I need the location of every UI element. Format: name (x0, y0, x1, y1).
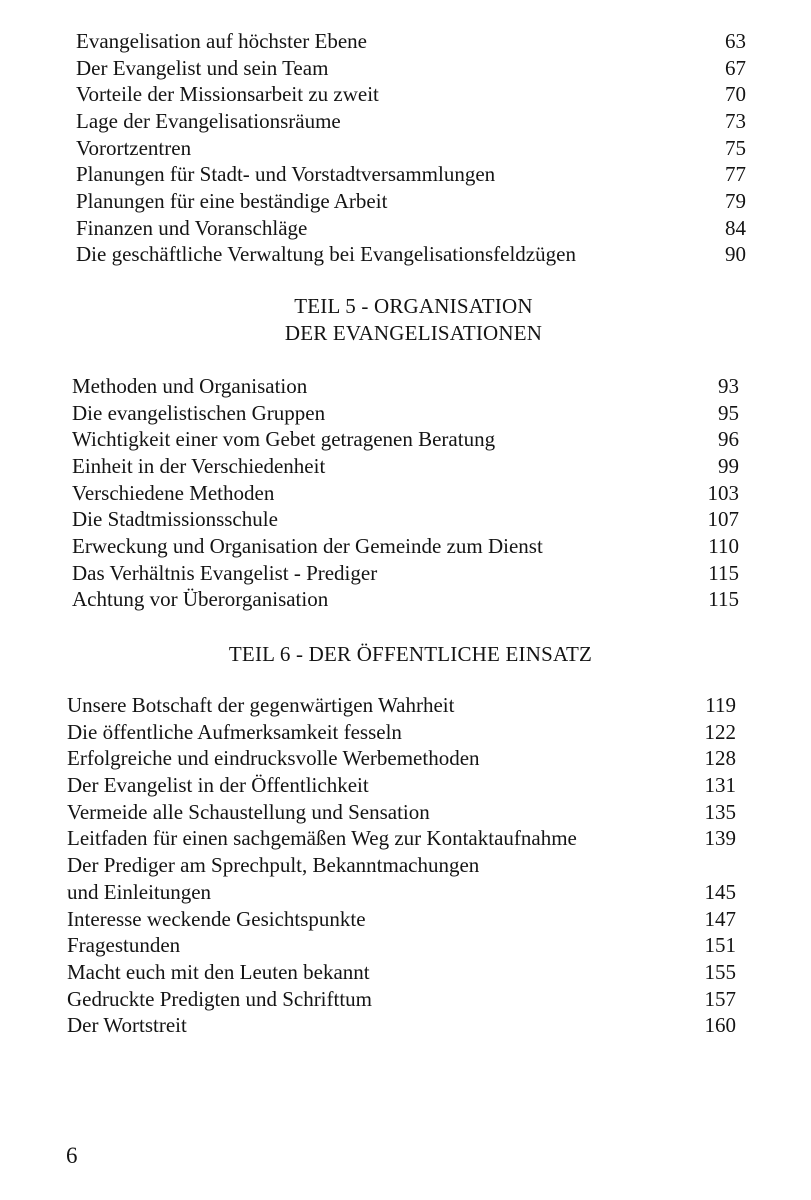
toc-entry-title: Einheit in der Verschiedenheit (72, 454, 326, 479)
toc-entry-page: 63 (725, 28, 746, 53)
toc-entry (67, 719, 736, 746)
toc-entry (67, 959, 736, 986)
toc-entry-page: 67 (725, 55, 746, 80)
toc-entry-page: 107 (707, 507, 739, 532)
toc-entry-title: Die öffentliche Aufmerksamkeit fesseln (67, 719, 402, 744)
toc-entry-page: 122 (704, 719, 736, 744)
toc-list-teil-6 (67, 692, 736, 1039)
toc-entry-title: Vorortzentren (76, 135, 192, 160)
toc-entry-page: 115 (708, 587, 739, 612)
toc-entry (72, 373, 739, 400)
toc-entry-title: Der Evangelist in der Öffentlichkeit (67, 773, 369, 798)
toc-entry-page: 119 (705, 692, 736, 717)
toc-entry (76, 55, 746, 82)
toc-entry (67, 772, 736, 799)
toc-entry-title: Unsere Botschaft der gegenwärtigen Wahrheit (67, 692, 455, 717)
toc-entry-page: 73 (725, 109, 746, 134)
toc-entry (67, 986, 736, 1013)
toc-entry-title: Achtung vor Überorganisation (72, 587, 329, 612)
toc-entry-title: Vorteile der Missionsarbeit zu zweit (76, 82, 379, 107)
toc-entry-page: 151 (704, 933, 736, 958)
toc-entry (67, 799, 736, 826)
toc-entry-title: Vermeide alle Schaustellung und Sensation (67, 799, 430, 824)
toc-entry-page: 99 (718, 454, 739, 479)
toc-entry-page: 110 (708, 534, 739, 559)
toc-list-continued (76, 28, 746, 268)
toc-entry (72, 587, 739, 614)
toc-entry-page: 160 (704, 1013, 736, 1038)
toc-entry-page: 147 (704, 906, 736, 931)
toc-entry-page: 77 (725, 162, 746, 187)
toc-entry (76, 242, 746, 269)
toc-entry-title: Die evangelistischen Gruppen (72, 400, 326, 425)
toc-entry (76, 28, 746, 55)
toc-entry-title: Die geschäftliche Verwaltung bei Evangelisationsfeldzügen (76, 242, 576, 267)
toc-entry-page: 79 (725, 189, 746, 214)
toc-entry-page: 155 (704, 959, 736, 984)
toc-entry (76, 215, 746, 242)
toc-entry (72, 533, 739, 560)
toc-list-teil-5 (72, 373, 739, 613)
toc-entry (67, 1012, 736, 1039)
toc-entry (72, 453, 739, 480)
toc-entry-title: Lage der Evangelisationsräume (76, 109, 341, 134)
toc-entry (76, 108, 746, 135)
toc-entry-page: 115 (708, 560, 739, 585)
toc-entry-title: Erweckung und Organisation der Gemeinde zum Dienst (72, 534, 543, 559)
toc-entry (76, 135, 746, 162)
section-heading-teil-6: TEIL 6 - DER ÖFFENTLICHE EINSATZ (228, 642, 593, 666)
toc-entry (76, 188, 746, 215)
toc-entry-title: Die Stadtmissionsschule (72, 507, 278, 532)
toc-entry-title: Methoden und Organisation (72, 373, 308, 398)
toc-entry-page: 84 (725, 215, 746, 240)
toc-entry (67, 692, 736, 719)
toc-entry-page: 157 (704, 986, 736, 1011)
toc-entry (72, 400, 739, 427)
toc-entry-title: Macht euch mit den Leuten bekannt (67, 959, 370, 984)
toc-entry-title: Wichtigkeit einer vom Gebet getragenen Beratung (72, 427, 496, 452)
toc-entry-title: Verschiedene Methoden (72, 480, 275, 505)
toc-entry-title: Der Wortstreit (67, 1013, 187, 1038)
toc-entry-title: Der Prediger am Sprechpult, Bekanntmachungen und Einleitungen (67, 853, 480, 904)
toc-entry (67, 932, 736, 959)
toc-entry-page: 70 (725, 82, 746, 107)
toc-entry-title: Planungen für Stadt- und Vorstadtversammlungen (76, 162, 496, 187)
toc-entry (67, 852, 736, 905)
page-number: 6 (66, 1143, 78, 1168)
toc-entry (72, 506, 739, 533)
toc-entry (72, 560, 739, 587)
toc-entry (76, 161, 746, 188)
toc-entry-title: Finanzen und Voranschläge (76, 215, 308, 240)
toc-entry (67, 825, 736, 852)
toc-entry-title: Interesse weckende Gesichtspunkte (67, 906, 366, 931)
toc-entry-page: 103 (707, 480, 739, 505)
toc-entry-page: 75 (725, 135, 746, 160)
toc-entry-page: 96 (718, 427, 739, 452)
toc-entry-page: 95 (718, 400, 739, 425)
toc-entry (76, 81, 746, 108)
toc-entry-title: Leitfaden für einen sachgemäßen Weg zur Kontaktaufnahme (67, 826, 577, 851)
toc-entry-title: Fragestunden (67, 933, 181, 958)
toc-entry-title: Planungen für eine beständige Arbeit (76, 189, 388, 214)
toc-entry-title: Evangelisation auf höchster Ebene (76, 28, 367, 53)
toc-entry-page: 93 (718, 373, 739, 398)
toc-entry (67, 906, 736, 933)
toc-entry (72, 480, 739, 507)
section-heading-teil-5: TEIL 5 - ORGANISATION DER EVANGELISATIONEN (284, 294, 543, 345)
toc-entry-page: 90 (725, 242, 746, 267)
toc-entry-title: Gedruckte Predigten und Schrifttum (67, 986, 373, 1011)
toc-entry (67, 745, 736, 772)
toc-entry-page: 128 (704, 746, 736, 771)
toc-entry-page: 135 (704, 799, 736, 824)
toc-entry-title: Erfolgreiche und eindrucksvolle Werbemethoden (67, 746, 480, 771)
toc-entry-title: Das Verhältnis Evangelist - Prediger (72, 560, 378, 585)
toc-entry-page: 131 (704, 773, 736, 798)
toc-entry-page: 145 (704, 879, 736, 904)
toc-entry-title: Der Evangelist und sein Team (76, 55, 329, 80)
toc-entry-page: 139 (704, 826, 736, 851)
toc-entry (72, 426, 739, 453)
